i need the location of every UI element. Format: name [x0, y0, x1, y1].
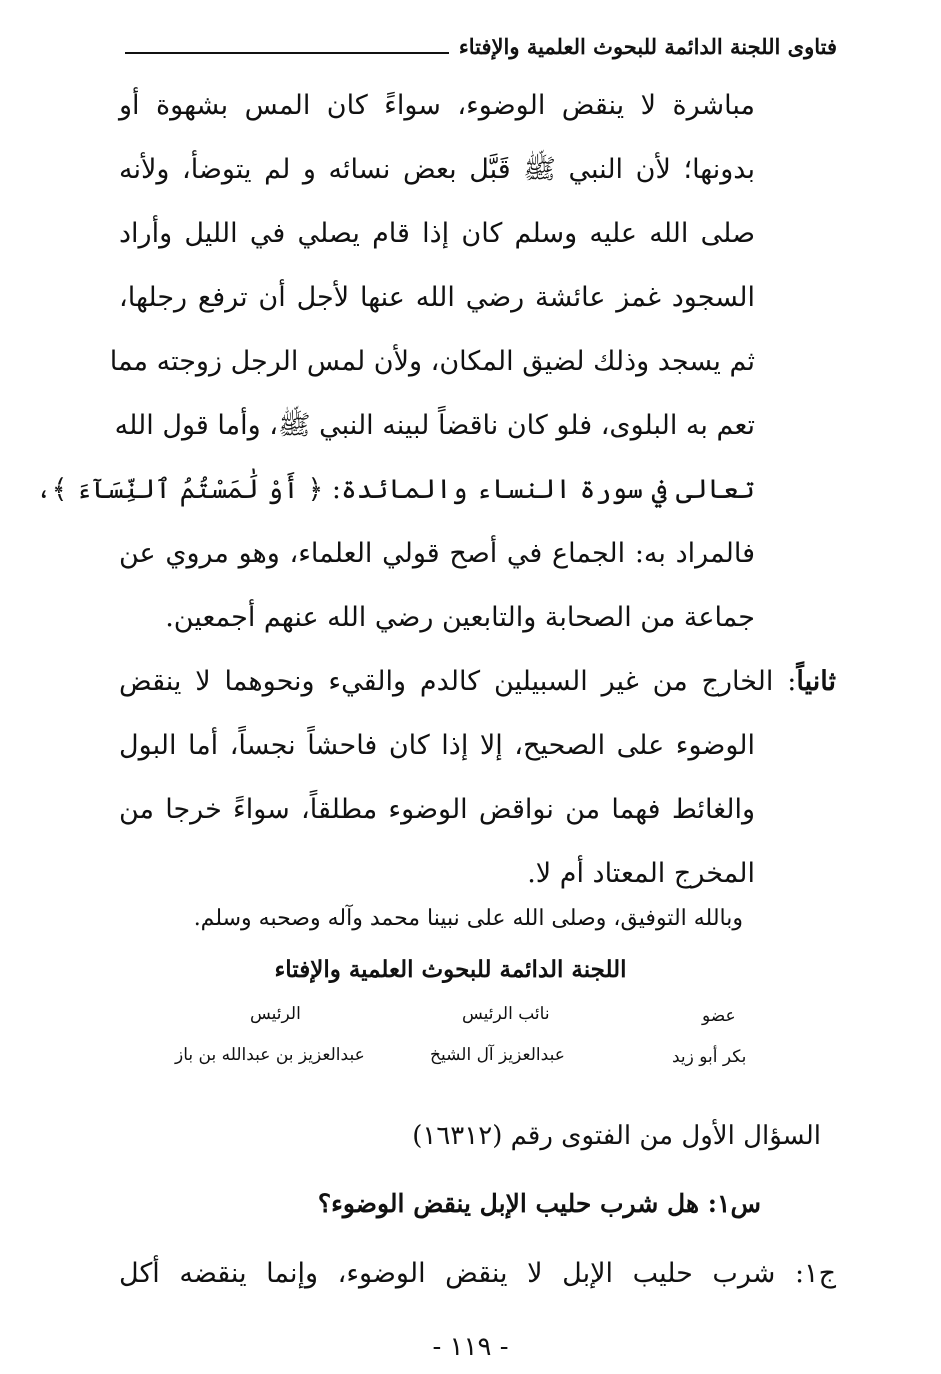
- running-header: [125, 28, 837, 64]
- body-line-1: مباشرة لا ينقض الوضوء، سواءً كان المس بشهوة أو: [119, 90, 755, 121]
- second-point-first-line: [119, 662, 836, 702]
- body-line-4: السجود غمز عائشة رضي الله عنها لأجل أن ترفع رجلها،: [119, 282, 755, 313]
- vice-chair-title: نائب الرئيس: [462, 1004, 550, 1024]
- chair-name: عبدالعزيز بن عبدالله بن باز: [175, 1045, 365, 1065]
- member-title: عضو: [702, 1006, 736, 1026]
- member-name: بكر أبو زيد: [672, 1047, 747, 1067]
- header-title: فتاوى اللجنة الدائمة للبحوث العلمية والإفتاء: [458, 33, 837, 59]
- fatwa-heading: السؤال الأول من الفتوى رقم (١٦٣١٢): [412, 1121, 821, 1151]
- body-line-5: ثم يسجد وذلك لضيق المكان، ولأن لمس الرجل زوجته مما: [109, 346, 755, 377]
- closing-formula: وبالله التوفيق، وصلى الله على نبينا محمد وآله وصحبه وسلم.: [193, 906, 743, 931]
- body-line-2: بدونها؛ لأن النبي ﷺ قَبَّل بعض نسائه و لم يتوضأ، ولأنه: [119, 154, 755, 185]
- body-line-9: جماعة من الصحابة والتابعين رضي الله عنهم أجمعين.: [165, 602, 755, 633]
- body-line-6: تعم به البلوى، فلو كان ناقضاً لبينه النبي ﷺ، وأما قول الله: [114, 410, 755, 441]
- chair-title: الرئيس: [250, 1004, 301, 1024]
- answer-text: ج١: شرب حليب الإبل لا ينقض الوضوء، وإنما ينقضه أكل: [119, 1258, 836, 1289]
- second-point-text: : الخارج من غير السبيلين كالدم والقيء ونحوهما لا ينقض: [119, 666, 797, 697]
- header-rule: [125, 52, 449, 54]
- body-line-13: المخرج المعتاد أم لا.: [527, 858, 755, 889]
- body-line-8: فالمراد به: الجماع في أصح قولي العلماء، وهو مروي عن: [119, 538, 755, 569]
- body-line-11: الوضوء على الصحيح، إلا إذا كان فاحشاً نجساً، أما البول: [119, 730, 755, 761]
- question-text: س١: هل شرب حليب الإبل ينقض الوضوء؟: [317, 1189, 761, 1218]
- body-line-12: والغائط فهما من نواقض الوضوء مطلقاً، سواءً خرجا من: [119, 794, 755, 825]
- body-line-3: صلى الله عليه وسلم كان إذا قام يصلي في الليل وأراد: [119, 218, 755, 249]
- page-number: - ١١٩ -: [432, 1332, 509, 1362]
- committee-name: اللجنة الدائمة للبحوث العلمية والإفتاء: [274, 956, 627, 983]
- vice-chair-name: عبدالعزيز آل الشيخ: [430, 1045, 565, 1065]
- second-point-label: ثانياً: [796, 666, 836, 697]
- body-line-7: تعالى في سورة النساء والمائدة: ﴿ أَوْ لَٰمَسْتُمُ ٱلنِّسَآءَ ﴾،: [35, 474, 755, 505]
